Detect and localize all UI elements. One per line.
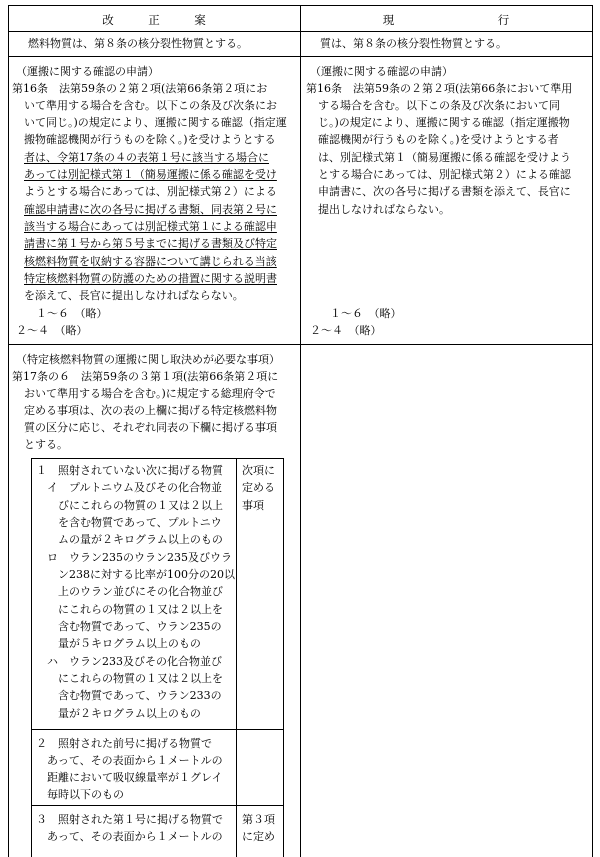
inner-cell-line: にこれらの物質の１又は２以上を	[36, 603, 223, 616]
inner-cell-line: に定め	[242, 830, 275, 843]
right-art16-line: じ。)の規定により、運搬に関する確認（指定運搬物	[318, 116, 570, 129]
inner-cell-line: にこれらの物質の１又は２以上を	[36, 672, 223, 685]
right-art16-line: 提出しなければならない。	[318, 203, 450, 216]
inner-cell-line: ン238に対する比率が100分の20以	[36, 568, 235, 581]
left-art16-line-amended: 該当する場合にあっては別記様式第１による確認申	[24, 220, 277, 233]
table-center-border	[300, 5, 301, 857]
inner-table-top	[31, 458, 284, 459]
right-art16-line: 第16条 法第59条の２第２項(法第66条において準用	[306, 82, 573, 95]
inner-table-row-divider-2	[31, 805, 284, 806]
right-art15-tail: 質は、第８条の核分裂性物質とする。	[320, 37, 507, 50]
right-art16-line: する場合を含む。以下この条及び次条において同	[318, 99, 560, 112]
left-art16-line: 搬物確認機関が行うものを除く。)を受けようとする	[24, 133, 276, 146]
right-art16-line: とする場合にあっては、別記様式第２）による確認	[318, 168, 571, 181]
left-art16-line: を添えて、長官に提出しなければならない。	[24, 289, 244, 302]
left-art16-line-amended: 確認申請書に次の各号に掲げる書類、同表第２号に	[24, 203, 277, 216]
right-art16-paras: ２～４ （略）	[310, 324, 382, 337]
right-art16-line: 申請書に、次の各号に掲げる書類を添えて、長官に	[318, 185, 571, 198]
inner-cell-line: 距離において吸収線量率が１グレイ	[36, 771, 223, 784]
inner-cell-line: あって、その表面から１メートルの	[36, 830, 223, 843]
inner-cell-line: 量が５キログラム以上のもの	[36, 637, 201, 650]
left-art16-line: ようとする場合にあっては、別記様式第２）による	[24, 185, 277, 198]
left-art16-line-amended: 者は、令第17条の４の表第１号に該当する場合に	[24, 151, 269, 164]
left-art17-line: おいて準用する場合を含む。)に規定する総理府令で	[24, 387, 276, 400]
inner-cell-line: 第３項	[242, 813, 275, 826]
left-art16-line: いて準用する場合を含む。以下この条及び次条にお	[24, 99, 277, 112]
left-art16-line-amended: 請書に第１号から第５号までに掲げる書類及び特定	[24, 237, 277, 250]
inner-cell-line: ロ ウラン235のウラン235及びウラ	[36, 551, 232, 564]
inner-cell-line: ２ 照射された前号に掲げる物質で	[36, 737, 212, 750]
header-current	[300, 12, 592, 26]
inner-table-row-divider-1	[31, 729, 284, 730]
inner-cell-line: ３ 照射された第１号に掲げる物質で	[36, 813, 223, 826]
right-art16-line: 確認機関が行うものを除く。)を受けようとする者	[318, 133, 559, 146]
left-art17-line: 定める事項は、次の表の上欄に掲げる特定核燃料物	[24, 404, 277, 417]
left-art16-line-amended: あっては別記様式第１（簡易運搬に係る確認を受け	[24, 168, 277, 181]
left-art15-tail: 燃料物質は、第８条の核分裂性物質とする。	[28, 37, 248, 50]
left-art17-line: 第17条の６ 法第59条の３第１項(法第66条第２項に	[12, 370, 279, 383]
right-art16-line: は、別記様式第１（簡易運搬に係る確認を受けよう	[318, 151, 571, 164]
table-left-border	[8, 5, 9, 857]
inner-cell-line: 量が２キログラム以上のもの	[36, 707, 201, 720]
header-revised	[8, 12, 300, 26]
inner-table-right	[283, 458, 284, 857]
inner-cell-line: 次項に	[242, 464, 275, 477]
right-art16-items: １～６ （略）	[330, 307, 402, 320]
left-art16-line-amended: 核燃料物質を収納する容器について講じられる当該	[24, 255, 277, 268]
left-art16-heading: （運搬に関する確認の申請）	[16, 65, 159, 78]
left-art16-line: いて同じ。)の規定により、運搬に関する確認（指定運	[24, 116, 287, 129]
inner-cell-line: イ プルトニウム及びその化合物並	[36, 481, 223, 494]
left-art17-line: 質の区分に応じ、それぞれ同表の下欄に掲げる事項	[24, 421, 277, 434]
header-revised-label: 改 正 案	[102, 13, 206, 27]
inner-cell-line: あって、その表面から１メートルの	[36, 754, 223, 767]
inner-cell-line: 上のウラン並びにその化合物並び	[36, 585, 223, 598]
left-art16-line: 第16条 法第59条の２第２項(法第66条第２項にお	[12, 82, 268, 95]
left-art16-line-amended: 特定核燃料物質の防護のための措置に関する説明書	[24, 272, 277, 285]
inner-cell-line: びにこれらの物質の１又は２以上	[36, 499, 223, 512]
left-art17-heading: （特定核燃料物質の運搬に関し取決めが必要な事項）	[16, 353, 280, 366]
right-art16-heading: （運搬に関する確認の申請）	[310, 65, 453, 78]
inner-cell-line: ハ ウラン233及びその化合物並び	[36, 655, 222, 668]
inner-table-mid	[236, 458, 237, 857]
header-current-label: 現 行	[382, 13, 510, 27]
inner-cell-line: 含む物質であって、ウラン233の	[36, 689, 222, 702]
inner-cell-line: 定める	[242, 481, 275, 494]
inner-cell-line: １ 照射されていない次に掲げる物質	[36, 464, 223, 477]
inner-cell-line: 含む物質であって、ウラン235の	[36, 620, 222, 633]
inner-cell-line: 毎時以下のもの	[36, 788, 124, 801]
table-right-border	[592, 5, 593, 857]
left-art16-paras: ２～４ （略）	[16, 324, 88, 337]
left-art16-items: １～６ （略）	[36, 307, 108, 320]
inner-cell-line: を含む物質であって、プルトニウ	[36, 516, 222, 529]
left-art17-line: とする。	[24, 438, 68, 451]
inner-table-left	[31, 458, 32, 857]
inner-cell-line: 事項	[242, 499, 264, 512]
inner-cell-line: ムの量が２キログラム以上のもの	[36, 533, 223, 546]
